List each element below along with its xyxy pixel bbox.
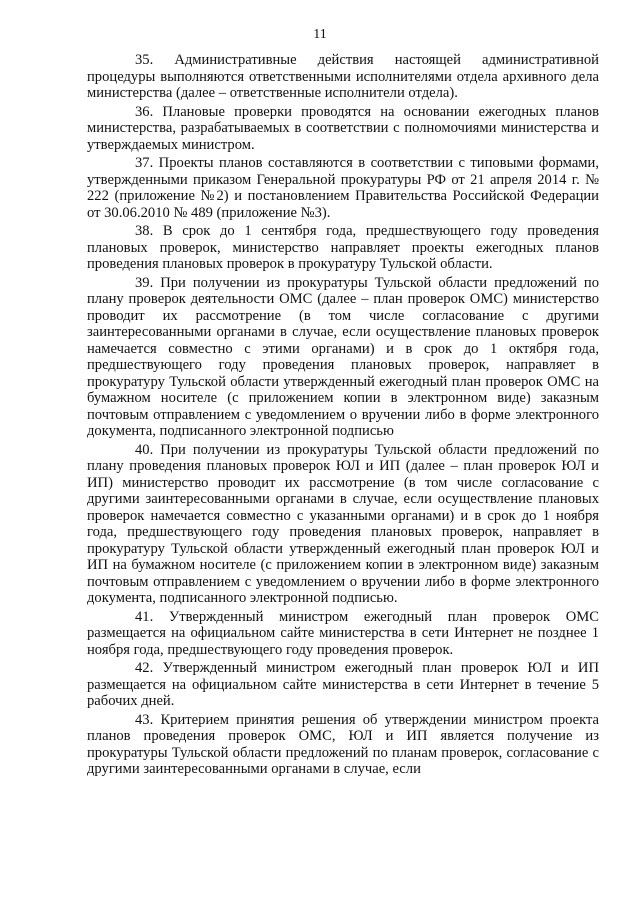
paragraph-38: 38. В срок до 1 сентября года, предшествующего году проведения плановых проверок, министерство направляет проекты ежегодных планов проведения плановых проверок в прокуратуру Тульской области. bbox=[87, 223, 599, 272]
paragraph-40: 40. При получении из прокуратуры Тульской области предложений по плану проведения плановых проверок ЮЛ и ИП (далее – план проверок ЮЛ и ИП) министерство проводит их рассмотрение (в том числе согласование с другими заинтересованными органами в случае, если осуществление плановых проверок намечается совместно с указанными органами) и в срок до 1 ноября года, предшествующего году проведения плановых проверок, направляет в прокуратуру Тульской области утвержденный ежегодный план проверок ЮЛ и ИП на бумажном носителе (с приложением копии в электронном виде) заказным почтовым отправлением с уведомлением о вручении либо в форме электронного документа, подписанного электронной подписью. bbox=[87, 441, 599, 606]
paragraph-35: 35. Административные действия настоящей административной процедуры выполняются ответственными исполнителями отдела архивного дела министерства (далее – ответственные исполнители отдела). bbox=[87, 52, 599, 101]
paragraph-36: 36. Плановые проверки проводятся на основании ежегодных планов министерства, разрабатываемых в соответствии с полномочиями министерства и утверждаемых министром. bbox=[87, 103, 599, 153]
paragraph-37: 37. Проекты планов составляются в соответствии с типовыми формами, утвержденными приказом Генеральной прокуратуры РФ от 21 апреля 2014 г. № 222 (приложение №2) и постановлением Правительства Российской Федерации от 30.06.2010 № 489 (приложение №3). bbox=[87, 155, 599, 221]
page-number: 11 bbox=[313, 27, 327, 42]
paragraph-39: 39. При получении из прокуратуры Тульской области предложений по плану проверок деятельности ОМС (далее – план проверок ОМС) министерство проводит их рассмотрение (в том числе согласование с другими заинтересованными органами в случае, если осуществление плановых проверок намечается совместно с этими органами) и в срок до 1 октября года, предшествующего году проведения плановых проверок, направляет в прокуратуру Тульской области утвержденный ежегодный план проверок ОМС на бумажном носителе (с приложением копии в электронном виде) заказным почтовым отправлением с уведомлением о вручении либо в форме электронного документа, подписанного электронной подписью bbox=[87, 274, 599, 439]
paragraph-43: 43. Критерием принятия решения об утверждении министром проекта планов проведения проверок ОМС, ЮЛ и ИП является получение из прокуратуры Тульской области предложений по планам проверок, согласование с другими заинтересованными органами в случае, если bbox=[87, 711, 599, 777]
paragraph-41: 41. Утвержденный министром ежегодный план проверок ОМС размещается на официальном сайте министерства в сети Интернет не позднее 1 ноября года, предшествующего году проведения проверок. bbox=[87, 608, 599, 658]
paragraph-42: 42. Утвержденный министром ежегодный план проверок ЮЛ и ИП размещается на официальном сайте министерства в сети Интернет в течение 5 рабочих дней. bbox=[87, 660, 599, 709]
document-body bbox=[87, 52, 599, 780]
